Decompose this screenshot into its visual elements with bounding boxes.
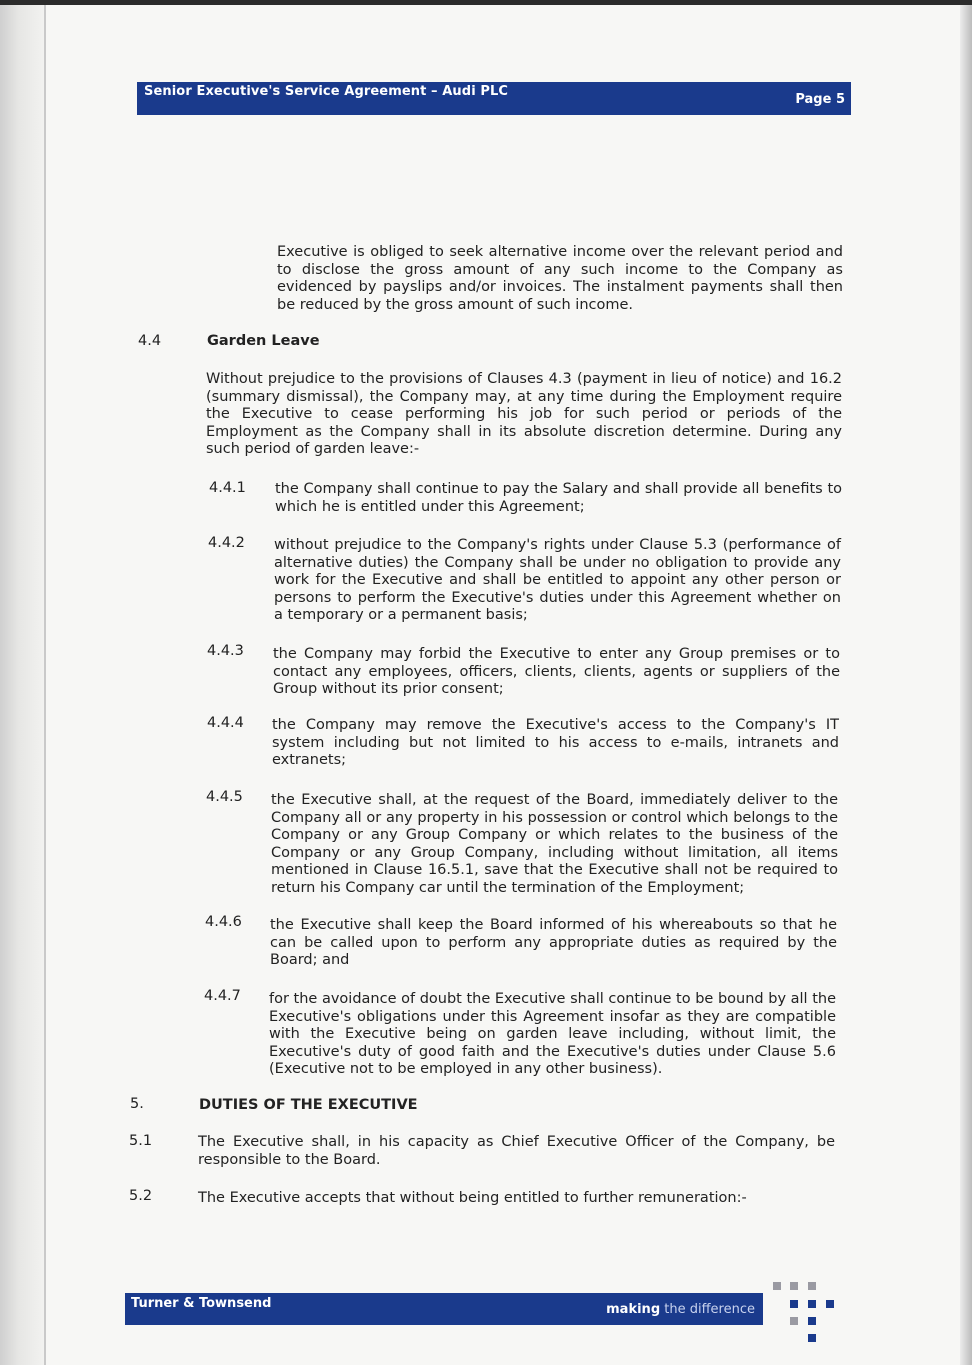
clause-4-4-5-number: 4.4.5	[206, 789, 243, 805]
clause-4-4-3-number: 4.4.3	[207, 643, 244, 659]
section-4-4-paragraph: Without prejudice to the provisions of Clauses 4.3 (payment in lieu of notice) and 16.2 (summary dismissal), the Company may, at any time during the Employment require the Executive to cease performing his job for such period or periods of the Employment as the Company shall in its absolute discretion determine. During any such period of garden leave:-	[206, 371, 842, 457]
slogan-light: the difference	[664, 1302, 755, 1317]
clause-4-4-2-number: 4.4.2	[208, 535, 245, 551]
clause-4-4-7-text: for the avoidance of doubt the Executive shall continue to be bound by all the Executive's obligations under this Agreement insofar as they are compatible with the Executive being on garden leave including, without limit, the Executive's duty of good faith and the Executive's duties under Clause 5.6 (Executive not to be employed in any other business).	[269, 991, 836, 1077]
clause-4-4-1-number: 4.4.1	[209, 480, 246, 496]
logo-square	[808, 1282, 816, 1290]
section-5-title: DUTIES OF THE EXECUTIVE	[199, 1097, 418, 1113]
clause-5-2-number: 5.2	[129, 1188, 153, 1204]
section-4-4-title: Garden Leave	[207, 333, 320, 349]
clause-4-4-3-text: the Company may forbid the Executive to enter any Group premises or to contact any employees, officers, clients, clients, agents or suppliers of the Group without its prior consent;	[273, 646, 840, 697]
intro-paragraph: Executive is obliged to seek alternative income over the relevant period and to disclose the gross amount of any such income to the Company as evidenced by payslips and/or invoices. The instalment payments shall then be reduced by the gross amount of such income.	[277, 244, 843, 313]
clause-5-1-text: The Executive shall, in his capacity as Chief Executive Officer of the Company, be responsible to the Board.	[198, 1134, 835, 1168]
logo-square	[790, 1317, 798, 1325]
clause-4-4-6-text: the Executive shall keep the Board informed of his whereabouts so that he can be called upon to perform any appropriate duties as required by the Board; and	[270, 917, 837, 968]
clause-4-4-4-number: 4.4.4	[207, 715, 244, 731]
clause-5-2-text: The Executive accepts that without being entitled to further remuneration:-	[198, 1190, 747, 1206]
page-edge-left	[44, 0, 46, 1365]
clause-4-4-6-number: 4.4.6	[205, 914, 242, 930]
document-title: Senior Executive's Service Agreement – Audi PLC	[144, 84, 509, 99]
scan-top-edge	[0, 0, 972, 5]
page-number: Page 5	[795, 92, 845, 107]
section-4-4-number: 4.4	[138, 333, 162, 349]
footer-slogan	[606, 1302, 755, 1317]
clause-4-4-2-text: without prejudice to the Company's rights under Clause 5.3 (performance of alternative duties) the Company shall be under no obligation to provide any work for the Executive and shall be entitled to appoint any other person or persons to perform the Executive's duties under this Agreement whether on a temporary or a permanent basis;	[274, 537, 841, 623]
clause-4-4-5-text: the Executive shall, at the request of the Board, immediately deliver to the Company all or any property in his possession or control which belongs to the Company or any Group Company or which relates to the business of the Company or any Group Company, including without limitation, all items mentioned in Clause 16.5.1, save that the Executive shall not be required to return his Company car until the termination of the Employment;	[271, 792, 838, 896]
logo-square	[808, 1334, 816, 1342]
page-shadow	[0, 0, 46, 1365]
clause-4-4-1-text: the Company shall continue to pay the Salary and shall provide all benefits to which he is entitled under this Agreement;	[275, 481, 842, 515]
logo-square	[808, 1317, 816, 1325]
firm-name: Turner & Townsend	[131, 1296, 272, 1311]
document-header	[137, 82, 851, 115]
logo-square	[790, 1300, 798, 1308]
page-edge-right	[960, 0, 972, 1365]
section-5-number: 5.	[130, 1096, 144, 1112]
slogan-bold: making	[606, 1302, 661, 1317]
logo-square	[790, 1282, 798, 1290]
logo-square	[826, 1300, 834, 1308]
clause-4-4-7-number: 4.4.7	[204, 988, 241, 1004]
clause-5-1-number: 5.1	[129, 1133, 153, 1149]
logo-square	[773, 1282, 781, 1290]
logo-square	[808, 1300, 816, 1308]
clause-4-4-4-text: the Company may remove the Executive's access to the Company's IT system including but not limited to his access to e-mails, intranets and extranets;	[272, 717, 839, 768]
document-footer	[125, 1293, 763, 1325]
